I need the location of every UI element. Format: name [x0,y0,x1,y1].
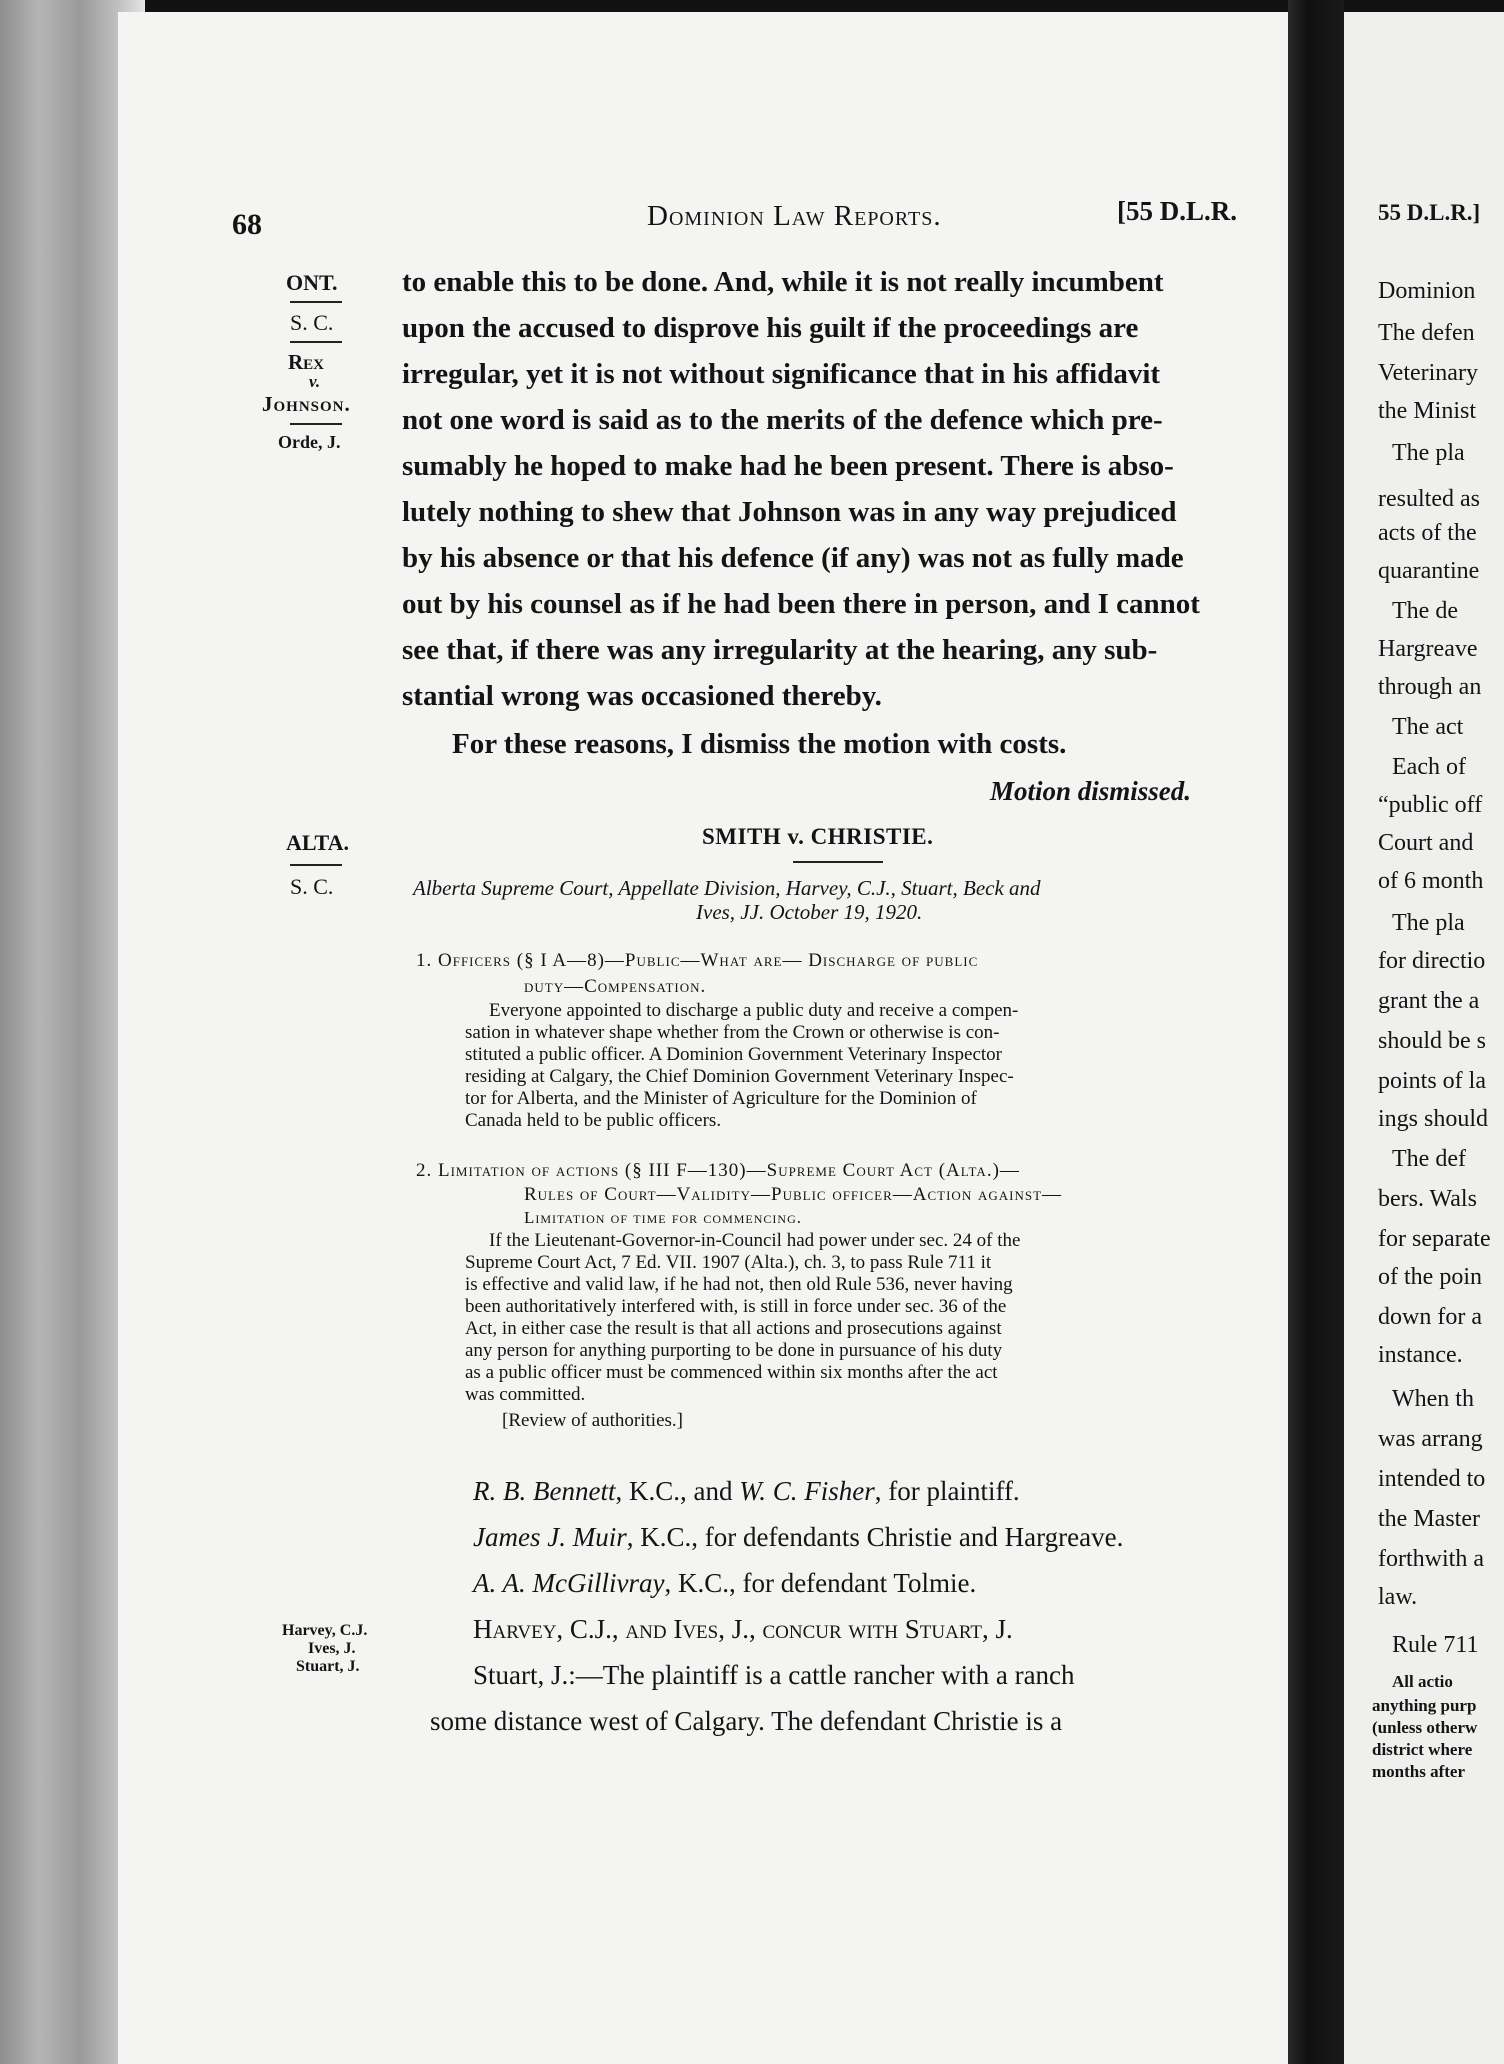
headnote-text-line: stituted a public officer. A Dominion Government Veterinary Inspector [465,1044,1002,1065]
body-text-line: out by his counsel as if he had been there in person, and I cannot [402,588,1200,620]
headnote-text-line: any person for anything purporting to be done in pursuance of his duty [465,1340,1003,1361]
margin-rule [290,301,342,303]
headnote-heading: Limitation of time for commencing. [524,1208,803,1227]
margin-case-versus: v. [309,372,321,391]
margin-court: S. C. [290,874,334,899]
right-page-line: instance. [1378,1342,1463,1368]
volume-reference: [55 D.L.R. [1117,196,1237,226]
headnote-heading: Rules of Court—Validity—Public officer—Action against— [524,1184,1063,1205]
right-page-line: The de [1392,598,1458,624]
right-page-footnote-line: anything purp [1372,1696,1477,1715]
concurrence: Harvey, C.J., and Ives, J., concur with Stuart, J. [473,1614,1013,1644]
right-page-footnote-line: All actio [1392,1672,1453,1691]
right-page-line: down for a [1378,1304,1482,1330]
margin-judge: Orde, J. [278,432,341,452]
court-info-line: Ives, JJ. October 19, 1920. [696,900,923,924]
book-spine [1288,0,1344,2064]
conclusion-line: For these reasons, I dismiss the motion with costs. [452,728,1067,760]
right-page-line: through an [1378,674,1482,700]
margin-judge: Stuart, J. [296,1658,360,1675]
headnote-text-line: tor for Alberta, and the Minister of Agriculture for the Dominion of [465,1088,977,1109]
body-text-line: lutely nothing to shew that Johnson was in any way prejudiced [402,496,1177,528]
right-page-line: grant the a [1378,988,1480,1014]
headnote-text-line: is effective and valid law, if he had not, then old Rule 536, never having [465,1274,1013,1295]
margin-judge: Ives, J. [308,1640,356,1657]
body-text-line: irregular, yet it is not without significance that in his affidavit [402,358,1161,390]
right-page-line: Hargreave [1378,636,1478,662]
margin-case-name: Rex [288,350,325,374]
headnote-text-line: Canada held to be public officers. [465,1110,722,1131]
headnote-text-line: If the Lieutenant-Governor-in-Council had power under sec. 24 of the [489,1230,1021,1251]
scan-top-edge [0,0,1504,12]
headnote-text-line: Act, in either case the result is that all actions and prosecutions against [465,1318,1002,1339]
margin-province: ALTA. [286,830,349,855]
margin-court: S. C. [290,310,334,335]
counsel-line: A. A. McGillivray, K.C., for defendant Tolmie. [473,1568,977,1598]
right-page-line: quarantine [1378,558,1480,584]
margin-rule [290,864,342,866]
right-page-line: Rule 711 [1392,1632,1479,1658]
right-page-line: The act [1392,714,1464,740]
right-page-line: forthwith a [1378,1546,1484,1572]
counsel-line: James J. Muir, K.C., for defendants Christie and Hargreave. [473,1522,1124,1552]
margin-rule [290,341,342,343]
right-page-line: was arrang [1378,1426,1483,1452]
headnote-review: [Review of authorities.] [502,1410,683,1431]
headnote-heading: 1. Officers (§ I A—8)—Public—What are— Discharge of public [416,950,979,971]
headnote-text-line: residing at Calgary, the Chief Dominion Government Veterinary Inspec- [465,1066,1014,1087]
right-page-line: acts of the [1378,520,1477,546]
right-page-line: The defen [1378,320,1475,346]
body-text-line: sumably he hoped to make had he been present. There is abso- [402,450,1174,482]
section-divider [793,861,883,863]
right-page-line: Veterinary [1378,360,1478,386]
opinion-line: some distance west of Calgary. The defendant Christie is a [430,1706,1063,1736]
body-text-line: by his absence or that his defence (if any) was not as fully made [402,542,1184,574]
headnote-text-line: as a public officer must be commenced within six months after the act [465,1362,998,1383]
running-title: Dominion Law Reports. [647,200,942,232]
right-page-footnote-line: district where [1372,1740,1473,1759]
case-title: SMITH v. CHRISTIE. [702,824,934,849]
margin-judge: Harvey, C.J. [282,1622,368,1639]
headnote-text-line: Everyone appointed to discharge a public duty and receive a compen- [489,1000,1019,1021]
margin-rule [290,423,342,425]
right-page-line: law. [1378,1584,1418,1610]
right-page-line: Dominion [1378,278,1476,304]
right-page-line: bers. Wals [1378,1186,1477,1212]
counsel-line: R. B. Bennett, K.C., and W. C. Fisher, for plaintiff. [473,1476,1020,1506]
right-page-line: the Master [1378,1506,1480,1532]
headnote-heading: duty—Compensation. [524,976,707,997]
headnote-heading: 2. Limitation of actions (§ III F—130)—Supreme Court Act (Alta.)— [416,1160,1020,1181]
right-page-line: intended to [1378,1466,1486,1492]
body-text-line: stantial wrong was occasioned thereby. [402,680,882,712]
right-page-line: When th [1392,1386,1474,1412]
right-page-line: Court and [1378,830,1474,856]
right-page-line: of 6 month [1378,868,1484,894]
right-page-line: ings should [1378,1106,1489,1132]
right-page-line: resulted as [1378,486,1480,512]
body-text-line: not one word is said as to the merits of the defence which pre- [402,404,1163,436]
right-page-line: The def [1392,1146,1466,1172]
headnote-text-line: been authoritatively interfered with, is still in force under sec. 36 of the [465,1296,1007,1317]
headnote-text-line: sation in whatever shape whether from the Crown or otherwise is con- [465,1022,1000,1043]
disposition: Motion dismissed. [990,776,1192,806]
right-page-line: should be s [1378,1028,1486,1054]
court-info-line: Alberta Supreme Court, Appellate Division, Harvey, C.J., Stuart, Beck and [413,876,1041,900]
body-text-line: upon the accused to disprove his guilt if the proceedings are [402,312,1139,344]
headnote-text-line: Supreme Court Act, 7 Ed. VII. 1907 (Alta.), ch. 3, to pass Rule 711 it [465,1252,992,1273]
right-page-footnote-line: months after [1372,1762,1466,1781]
page-number: 68 [232,208,262,241]
right-page-line: for separate [1378,1226,1491,1252]
opinion-line: Stuart, J.:—The plaintiff is a cattle rancher with a ranch [473,1660,1075,1690]
body-text-line: see that, if there was any irregularity at the hearing, any sub- [402,634,1158,666]
right-page-footnote-line: (unless otherw [1372,1718,1478,1737]
right-page-line: The pla [1392,910,1465,936]
right-page-line: The pla [1392,440,1465,466]
right-page-line: of the poin [1378,1264,1482,1290]
right-page-line: points of la [1378,1068,1486,1094]
right-page-header: 55 D.L.R.] [1378,200,1481,225]
right-page-line: the Minist [1378,398,1477,424]
headnote-text-line: was committed. [465,1384,586,1405]
body-text-line: to enable this to be done. And, while it is not really incumbent [402,266,1164,298]
margin-province: ONT. [286,270,338,295]
right-page-line: for directio [1378,948,1486,974]
right-page-line: “public off [1378,792,1483,818]
margin-case-name: Johnson. [262,392,351,416]
right-page-line: Each of [1392,754,1466,780]
